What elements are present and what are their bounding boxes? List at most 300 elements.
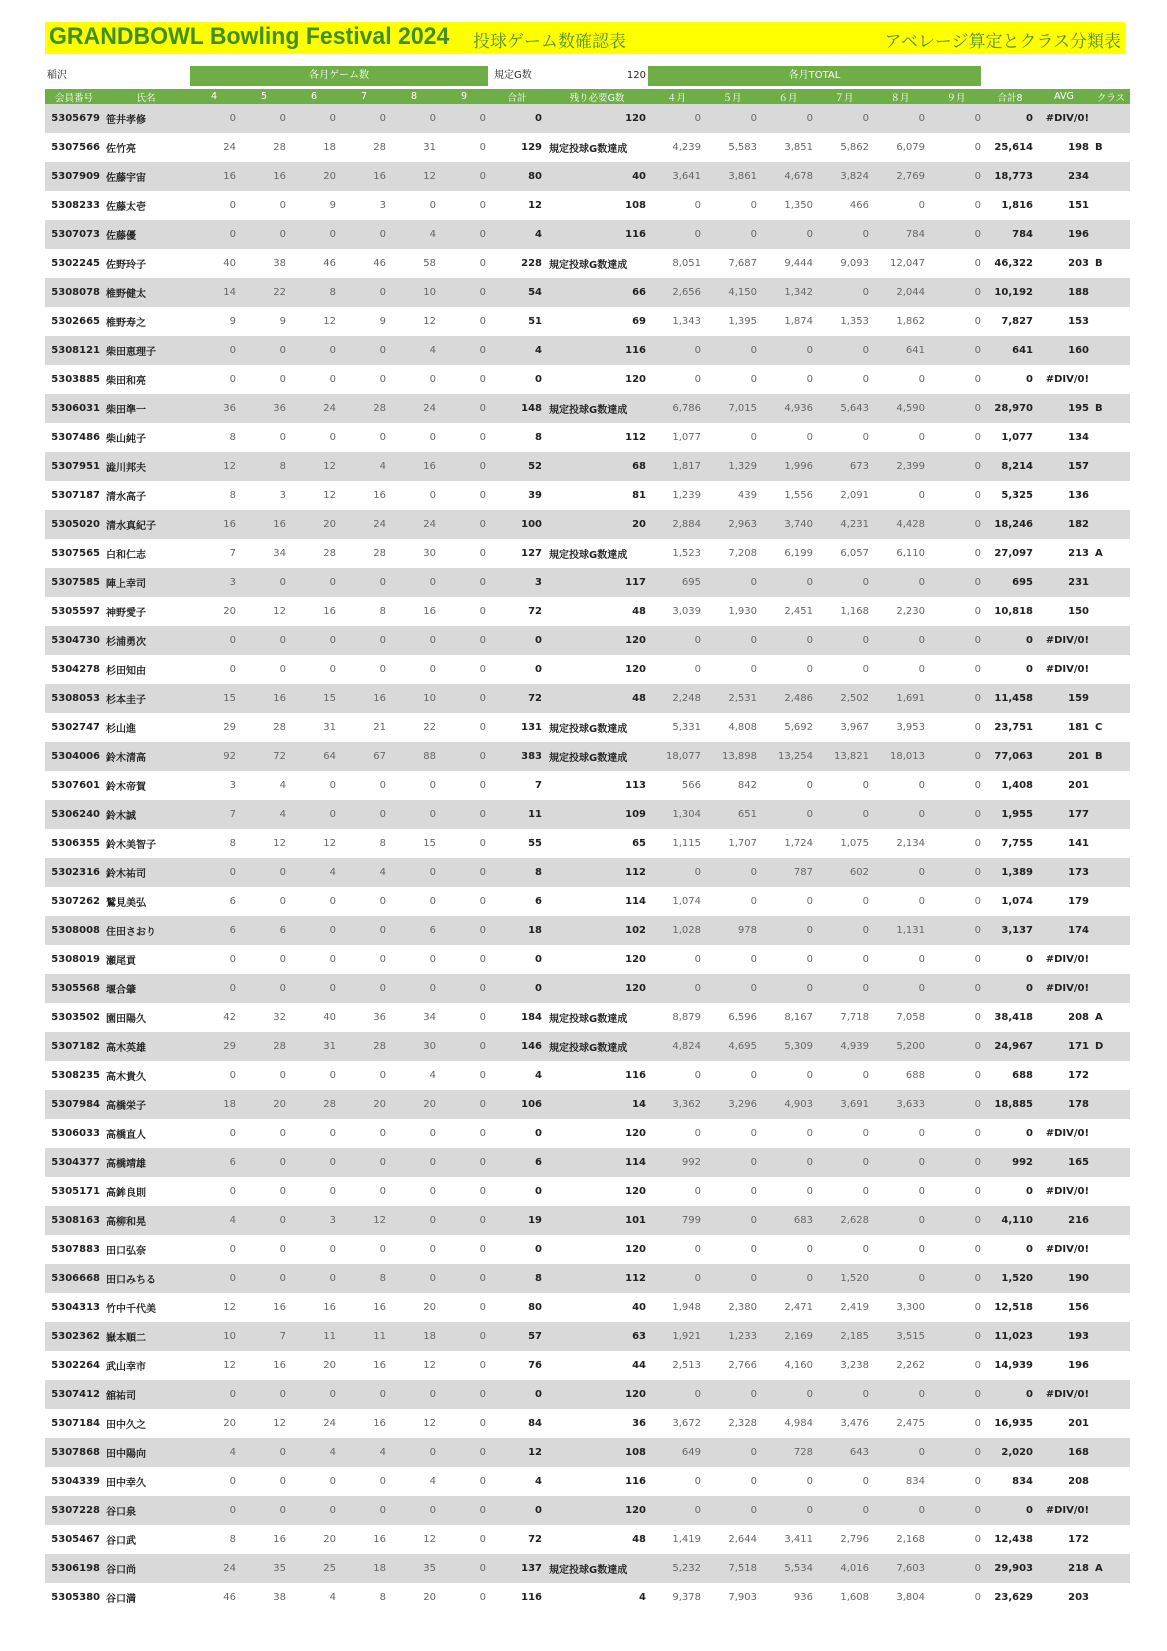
class bbox=[1092, 1119, 1130, 1148]
pins-total: 18,773 bbox=[984, 162, 1036, 191]
pins-jun: 0 bbox=[760, 1264, 816, 1293]
pins-jul: 2,185 bbox=[816, 1322, 872, 1351]
games-total: 4 bbox=[535, 1476, 542, 1487]
table-row bbox=[45, 1264, 1130, 1293]
page-title: GRANDBOWL Bowling Festival 2024 bbox=[49, 23, 450, 50]
games-remaining: 66 bbox=[545, 278, 649, 307]
member-table bbox=[45, 89, 1130, 1612]
pins-apr: 4,239 bbox=[672, 142, 701, 153]
pins-aug: 3,300 bbox=[896, 1302, 925, 1313]
pins-aug: 0 bbox=[918, 490, 925, 501]
pins-sep: 0 bbox=[974, 1592, 981, 1603]
games-aug: 0 bbox=[389, 858, 439, 887]
pins-sep: 0 bbox=[974, 490, 981, 501]
column-header: 5 bbox=[239, 89, 289, 104]
pins-aug: 2,475 bbox=[896, 1418, 925, 1429]
games-may: 8 bbox=[239, 452, 289, 481]
pins-jul: 0 bbox=[816, 1148, 872, 1177]
games-jun: 4 bbox=[329, 1592, 336, 1603]
games-total: 12 bbox=[489, 1438, 545, 1467]
games-sep: 0 bbox=[479, 896, 486, 907]
games-sep: 0 bbox=[439, 1090, 489, 1119]
pins-total: 0 bbox=[1026, 664, 1033, 675]
games-apr: 0 bbox=[229, 1186, 236, 1197]
games-jun: 31 bbox=[323, 722, 336, 733]
member-id: 5308008 bbox=[45, 916, 103, 945]
member-name: 杉田知由 bbox=[106, 666, 146, 677]
pins-jun: 0 bbox=[760, 104, 816, 133]
average: 213 bbox=[1068, 548, 1089, 559]
pins-jun: 0 bbox=[806, 896, 813, 907]
class bbox=[1092, 800, 1130, 829]
member-id: 5307262 bbox=[51, 896, 100, 907]
games-jul: 0 bbox=[379, 1244, 386, 1255]
pins-total: 0 bbox=[984, 1380, 1036, 1409]
games-may: 34 bbox=[273, 548, 286, 559]
games-total: 8 bbox=[535, 432, 542, 443]
page-right-title: アベレージ算定とクラス分類表 bbox=[884, 32, 1121, 52]
pins-jul: 0 bbox=[816, 626, 872, 655]
games-jun: 46 bbox=[323, 258, 336, 269]
pins-total: 23,629 bbox=[994, 1592, 1033, 1603]
games-remaining: 36 bbox=[632, 1418, 646, 1429]
games-may: 0 bbox=[279, 664, 286, 675]
games-remaining: 規定投球G数達成 bbox=[545, 742, 649, 771]
title-banner bbox=[45, 22, 1125, 54]
games-jul: 0 bbox=[339, 220, 389, 249]
pins-total: 695 bbox=[984, 568, 1036, 597]
pins-sep: 0 bbox=[974, 1476, 981, 1487]
games-jul: 0 bbox=[339, 916, 389, 945]
member-id: 5302245 bbox=[51, 258, 100, 269]
games-may: 72 bbox=[239, 742, 289, 771]
games-jul: 0 bbox=[379, 432, 386, 443]
games-apr: 3 bbox=[189, 568, 239, 597]
games-may: 0 bbox=[239, 1264, 289, 1293]
column-header: 氏名 bbox=[103, 89, 189, 104]
column-header: 合計 bbox=[489, 89, 545, 104]
games-aug: 0 bbox=[429, 780, 436, 791]
pins-sep: 0 bbox=[974, 780, 981, 791]
games-remaining: 69 bbox=[632, 316, 646, 327]
games-sep: 0 bbox=[439, 1438, 489, 1467]
games-remaining: 68 bbox=[545, 452, 649, 481]
member-name: 笹井孝修 bbox=[103, 104, 189, 133]
pins-may: 651 bbox=[704, 800, 760, 829]
games-sep: 0 bbox=[439, 626, 489, 655]
games-aug: 0 bbox=[389, 1148, 439, 1177]
table-row bbox=[45, 597, 1130, 626]
pins-apr: 0 bbox=[694, 1476, 701, 1487]
games-aug: 0 bbox=[389, 1206, 439, 1235]
pins-jul: 1,075 bbox=[840, 838, 869, 849]
games-jun: 11 bbox=[289, 1322, 339, 1351]
pins-may: 13,898 bbox=[704, 742, 760, 771]
games-apr: 6 bbox=[189, 916, 239, 945]
pins-total: 7,827 bbox=[1001, 316, 1033, 327]
games-jun: 0 bbox=[289, 220, 339, 249]
games-jul: 16 bbox=[339, 162, 389, 191]
games-sep: 0 bbox=[439, 510, 489, 539]
games-sep: 0 bbox=[479, 1592, 486, 1603]
pins-may: 439 bbox=[737, 490, 757, 501]
games-sep: 0 bbox=[439, 1380, 489, 1409]
games-apr: 0 bbox=[189, 626, 239, 655]
games-apr: 6 bbox=[229, 896, 236, 907]
pins-may: 0 bbox=[750, 954, 757, 965]
pins-apr: 3,362 bbox=[649, 1090, 704, 1119]
member-name: 武山幸市 bbox=[106, 1362, 146, 1373]
pins-aug: 2,262 bbox=[896, 1360, 925, 1371]
games-jun: 0 bbox=[329, 954, 336, 965]
pins-sep: 0 bbox=[928, 220, 984, 249]
games-aug: 0 bbox=[429, 896, 436, 907]
games-sep: 0 bbox=[439, 1148, 489, 1177]
pins-sep: 0 bbox=[928, 1032, 984, 1061]
pins-sep: 0 bbox=[928, 278, 984, 307]
pins-total: 12,518 bbox=[994, 1302, 1033, 1313]
games-remaining: 112 bbox=[625, 432, 646, 443]
games-total: 0 bbox=[489, 626, 545, 655]
table-row bbox=[45, 1380, 1130, 1409]
member-id: 5305171 bbox=[51, 1186, 100, 1197]
average: 179 bbox=[1068, 896, 1089, 907]
table-row bbox=[45, 655, 1130, 684]
member-name: 清水真紀子 bbox=[103, 510, 189, 539]
pins-aug: 12,047 bbox=[890, 258, 925, 269]
games-jul: 0 bbox=[339, 104, 389, 133]
required-games-label: 規定G数 bbox=[494, 70, 532, 81]
table-row bbox=[45, 800, 1130, 829]
member-name: 鈴木清高 bbox=[103, 742, 189, 771]
class bbox=[1092, 684, 1130, 713]
member-name: 田口弘奈 bbox=[106, 1246, 146, 1257]
pins-total: 1,074 bbox=[1001, 896, 1033, 907]
pins-jun: 4,936 bbox=[760, 394, 816, 423]
games-jun: 0 bbox=[289, 626, 339, 655]
pins-may: 4,808 bbox=[728, 722, 757, 733]
member-name: 椎野健太 bbox=[103, 278, 189, 307]
pins-apr: 0 bbox=[649, 626, 704, 655]
pins-jun: 4,984 bbox=[784, 1418, 813, 1429]
pins-sep: 0 bbox=[928, 1090, 984, 1119]
pins-sep: 0 bbox=[974, 374, 981, 385]
games-apr: 12 bbox=[223, 1302, 236, 1313]
member-name: 田中久之 bbox=[106, 1420, 146, 1431]
pins-may: 1,395 bbox=[728, 316, 757, 327]
pins-total: 0 bbox=[984, 974, 1036, 1003]
member-id: 5306031 bbox=[45, 394, 103, 423]
average: 165 bbox=[1036, 1148, 1092, 1177]
games-may: 3 bbox=[279, 490, 286, 501]
pins-total: 11,023 bbox=[984, 1322, 1036, 1351]
games-sep: 0 bbox=[439, 916, 489, 945]
pins-sep: 0 bbox=[974, 1534, 981, 1545]
games-may: 28 bbox=[273, 142, 286, 153]
pins-jul: 643 bbox=[816, 1438, 872, 1467]
pins-aug: 0 bbox=[872, 1148, 928, 1177]
pins-aug: 0 bbox=[872, 858, 928, 887]
games-jun: 20 bbox=[289, 510, 339, 539]
member-name: 田中幸久 bbox=[106, 1478, 146, 1489]
pins-aug: 0 bbox=[918, 1128, 925, 1139]
average: 153 bbox=[1068, 316, 1089, 327]
pins-may: 842 bbox=[737, 780, 757, 791]
games-jul: 28 bbox=[373, 548, 386, 559]
pins-jun: 4,678 bbox=[760, 162, 816, 191]
average: 172 bbox=[1068, 1534, 1089, 1545]
member-name: 佐竹亮 bbox=[106, 144, 136, 155]
pins-may: 0 bbox=[750, 664, 757, 675]
pins-may: 978 bbox=[704, 916, 760, 945]
games-total: 76 bbox=[528, 1360, 542, 1371]
games-may: 0 bbox=[239, 336, 289, 365]
pins-apr: 6,786 bbox=[649, 394, 704, 423]
games-sep: 0 bbox=[479, 722, 486, 733]
class bbox=[1092, 1206, 1130, 1235]
pins-apr: 5,232 bbox=[649, 1554, 704, 1583]
pins-sep: 0 bbox=[974, 1244, 981, 1255]
games-apr: 9 bbox=[229, 316, 236, 327]
pins-jul: 2,091 bbox=[840, 490, 869, 501]
games-jun: 4 bbox=[289, 858, 339, 887]
table-row bbox=[45, 452, 1130, 481]
games-may: 0 bbox=[279, 1244, 286, 1255]
pins-total: 18,885 bbox=[984, 1090, 1036, 1119]
member-id: 5307184 bbox=[51, 1418, 100, 1429]
pins-aug: 1,691 bbox=[872, 684, 928, 713]
member-name: 舘祐司 bbox=[103, 1380, 189, 1409]
pins-apr: 1,115 bbox=[672, 838, 701, 849]
monthly-games-header: 各月ゲーム数 bbox=[190, 66, 488, 86]
games-jul: 28 bbox=[339, 1032, 389, 1061]
games-may: 0 bbox=[279, 1070, 286, 1081]
games-jun: 25 bbox=[289, 1554, 339, 1583]
games-apr: 24 bbox=[223, 142, 236, 153]
pins-aug: 0 bbox=[872, 1496, 928, 1525]
games-may: 0 bbox=[279, 200, 286, 211]
games-total: 72 bbox=[489, 684, 545, 713]
pins-total: 25,614 bbox=[994, 142, 1033, 153]
member-name: 杉浦勇次 bbox=[103, 626, 189, 655]
member-id: 5307984 bbox=[45, 1090, 103, 1119]
games-remaining: 規定投球G数達成 bbox=[545, 1032, 649, 1061]
games-remaining: 116 bbox=[625, 1476, 646, 1487]
table-row bbox=[45, 481, 1130, 510]
games-total: 6 bbox=[489, 1148, 545, 1177]
average: 201 bbox=[1068, 1418, 1089, 1429]
games-sep: 0 bbox=[479, 954, 486, 965]
class bbox=[1092, 1583, 1130, 1612]
class bbox=[1092, 655, 1130, 684]
pins-jun: 1,996 bbox=[760, 452, 816, 481]
games-aug: 6 bbox=[389, 916, 439, 945]
pins-aug: 0 bbox=[918, 664, 925, 675]
games-jul: 0 bbox=[379, 1476, 386, 1487]
table-row bbox=[45, 887, 1130, 916]
class bbox=[1092, 481, 1130, 510]
pins-sep: 0 bbox=[928, 1264, 984, 1293]
games-jul: 24 bbox=[339, 510, 389, 539]
pins-jun: 2,451 bbox=[784, 606, 813, 617]
pins-sep: 0 bbox=[974, 548, 981, 559]
games-may: 6 bbox=[239, 916, 289, 945]
pins-total: 7,755 bbox=[1001, 838, 1033, 849]
class: A bbox=[1095, 1012, 1103, 1023]
average: 172 bbox=[1068, 1070, 1089, 1081]
pins-may: 7,687 bbox=[728, 258, 757, 269]
games-sep: 0 bbox=[439, 684, 489, 713]
games-remaining: 108 bbox=[545, 1438, 649, 1467]
table-row bbox=[45, 423, 1130, 452]
games-may: 0 bbox=[279, 1128, 286, 1139]
pins-jun: 6,199 bbox=[784, 548, 813, 559]
games-aug: 0 bbox=[389, 1264, 439, 1293]
pins-jun: 0 bbox=[760, 568, 816, 597]
games-apr: 0 bbox=[229, 374, 236, 385]
games-jun: 20 bbox=[323, 1360, 336, 1371]
pins-sep: 0 bbox=[974, 838, 981, 849]
games-apr: 10 bbox=[189, 1322, 239, 1351]
games-apr: 4 bbox=[189, 1206, 239, 1235]
pins-jul: 0 bbox=[816, 568, 872, 597]
column-header: ４月 bbox=[649, 89, 704, 104]
games-total: 19 bbox=[489, 1206, 545, 1235]
games-sep: 0 bbox=[439, 220, 489, 249]
average: 159 bbox=[1036, 684, 1092, 713]
pins-sep: 0 bbox=[928, 684, 984, 713]
pins-sep: 0 bbox=[928, 1380, 984, 1409]
games-may: 16 bbox=[273, 1534, 286, 1545]
pins-aug: 0 bbox=[872, 568, 928, 597]
member-name: 谷口泉 bbox=[103, 1496, 189, 1525]
class bbox=[1092, 1090, 1130, 1119]
average: 208 bbox=[1068, 1476, 1089, 1487]
pins-jul: 7,718 bbox=[840, 1012, 869, 1023]
pins-may: 0 bbox=[750, 1186, 757, 1197]
pins-total: 38,418 bbox=[994, 1012, 1033, 1023]
games-remaining: 規定投球G数達成 bbox=[549, 1014, 628, 1025]
pins-apr: 1,343 bbox=[672, 316, 701, 327]
pins-sep: 0 bbox=[974, 1418, 981, 1429]
pins-total: 1,389 bbox=[984, 858, 1036, 887]
pins-may: 4,695 bbox=[704, 1032, 760, 1061]
class bbox=[1092, 365, 1130, 394]
class bbox=[1092, 452, 1130, 481]
games-total: 72 bbox=[528, 606, 542, 617]
pins-apr: 649 bbox=[649, 1438, 704, 1467]
member-name: 陣上幸司 bbox=[103, 568, 189, 597]
member-name: 佐藤宇宙 bbox=[103, 162, 189, 191]
games-aug: 0 bbox=[429, 1128, 436, 1139]
games-sep: 0 bbox=[439, 452, 489, 481]
class bbox=[1092, 1496, 1130, 1525]
class bbox=[1092, 1351, 1130, 1380]
games-sep: 0 bbox=[439, 104, 489, 133]
pins-total: 0 bbox=[1026, 954, 1033, 965]
table-row bbox=[45, 1148, 1130, 1177]
average: 160 bbox=[1036, 336, 1092, 365]
games-sep: 0 bbox=[439, 974, 489, 1003]
member-id: 5304006 bbox=[45, 742, 103, 771]
pins-total: 23,751 bbox=[994, 722, 1033, 733]
member-name: 高鉾良則 bbox=[106, 1188, 146, 1199]
member-id: 5306033 bbox=[51, 1128, 100, 1139]
pins-aug: 4,428 bbox=[872, 510, 928, 539]
games-may: 12 bbox=[273, 1418, 286, 1429]
pins-aug: 0 bbox=[918, 1244, 925, 1255]
table-row bbox=[45, 1583, 1130, 1612]
games-apr: 0 bbox=[229, 1070, 236, 1081]
table-row bbox=[45, 394, 1130, 423]
pins-jul: 1,353 bbox=[840, 316, 869, 327]
pins-may: 2,766 bbox=[728, 1360, 757, 1371]
games-total: 0 bbox=[535, 374, 542, 385]
pins-sep: 0 bbox=[928, 1148, 984, 1177]
games-apr: 0 bbox=[189, 974, 239, 1003]
pins-jul: 3,238 bbox=[840, 1360, 869, 1371]
pins-aug: 2,230 bbox=[896, 606, 925, 617]
pins-jul: 466 bbox=[849, 200, 869, 211]
games-sep: 0 bbox=[479, 1534, 486, 1545]
column-header: ９月 bbox=[928, 89, 984, 104]
games-jun: 31 bbox=[289, 1032, 339, 1061]
average: 177 bbox=[1036, 800, 1092, 829]
games-may: 4 bbox=[239, 800, 289, 829]
pins-total: 1,816 bbox=[1001, 200, 1033, 211]
games-sep: 0 bbox=[479, 1476, 486, 1487]
average: 141 bbox=[1068, 838, 1089, 849]
pins-apr: 1,028 bbox=[649, 916, 704, 945]
games-jun: 0 bbox=[289, 1148, 339, 1177]
pins-apr: 0 bbox=[694, 374, 701, 385]
games-sep: 0 bbox=[479, 1128, 486, 1139]
pins-may: 7,015 bbox=[704, 394, 760, 423]
average: 157 bbox=[1036, 452, 1092, 481]
pins-apr: 1,948 bbox=[672, 1302, 701, 1313]
pins-jun: 0 bbox=[760, 220, 816, 249]
games-total: 39 bbox=[528, 490, 542, 501]
pins-total: 1,077 bbox=[1001, 432, 1033, 443]
pins-sep: 0 bbox=[928, 568, 984, 597]
member-id: 5307187 bbox=[51, 490, 100, 501]
games-sep: 0 bbox=[479, 664, 486, 675]
location-label: 稲沢 bbox=[47, 70, 67, 81]
pins-may: 7,518 bbox=[704, 1554, 760, 1583]
games-aug: 4 bbox=[429, 1070, 436, 1081]
games-may: 16 bbox=[273, 1360, 286, 1371]
games-jun: 40 bbox=[323, 1012, 336, 1023]
class bbox=[1092, 1467, 1130, 1496]
pins-sep: 0 bbox=[974, 1302, 981, 1313]
member-id: 5308053 bbox=[45, 684, 103, 713]
pins-total: 46,322 bbox=[994, 258, 1033, 269]
pins-jun: 1,342 bbox=[760, 278, 816, 307]
pins-sep: 0 bbox=[928, 800, 984, 829]
pins-may: 2,328 bbox=[728, 1418, 757, 1429]
pins-aug: 688 bbox=[905, 1070, 925, 1081]
games-jun: 20 bbox=[323, 1534, 336, 1545]
pins-jun: 5,692 bbox=[784, 722, 813, 733]
table-row bbox=[45, 858, 1130, 887]
pins-sep: 0 bbox=[974, 432, 981, 443]
pins-total: 641 bbox=[984, 336, 1036, 365]
games-sep: 0 bbox=[439, 568, 489, 597]
pins-apr: 0 bbox=[649, 1496, 704, 1525]
games-remaining: 14 bbox=[545, 1090, 649, 1119]
pins-sep: 0 bbox=[928, 1206, 984, 1235]
pins-may: 5,583 bbox=[728, 142, 757, 153]
